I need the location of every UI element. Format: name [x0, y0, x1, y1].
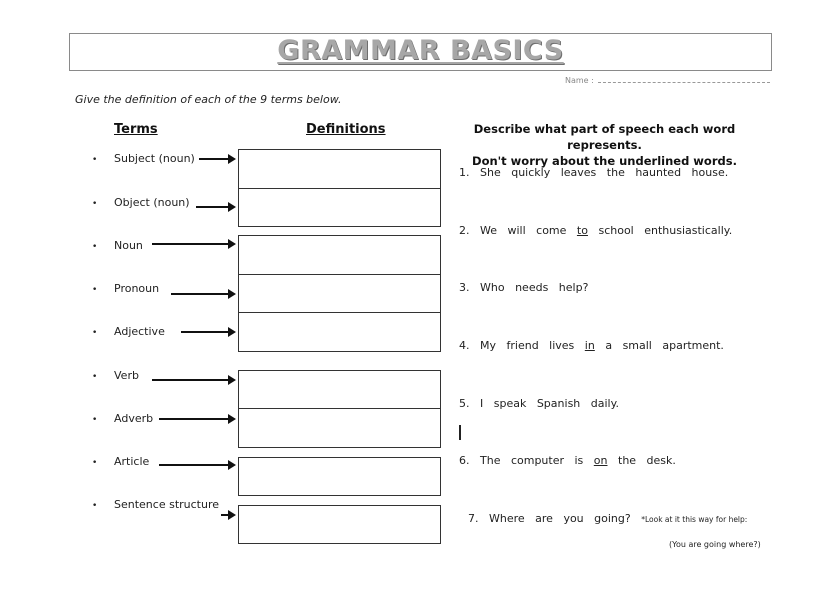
term-item: [92, 325, 165, 338]
bullet: •: [92, 242, 98, 252]
sentence-text: She quickly leaves the haunted house.: [480, 166, 729, 179]
arrow-icon: [221, 514, 230, 516]
term-label: Object (noun): [114, 196, 190, 209]
arrow-icon: [159, 418, 230, 420]
term-item: [92, 498, 219, 511]
definition-box[interactable]: [238, 149, 441, 189]
underlined-word: in: [584, 339, 595, 352]
definition-box[interactable]: [238, 370, 441, 409]
definition-box[interactable]: [238, 312, 441, 352]
term-label: Pronoun: [114, 282, 160, 295]
sentence-text: Where are you going?: [489, 512, 631, 525]
term-item: [92, 369, 139, 382]
bullet: •: [92, 458, 98, 468]
sentence-number: 2.: [459, 224, 470, 237]
definition-box[interactable]: [238, 235, 441, 275]
term-label: Adverb: [114, 412, 154, 425]
term-item: [92, 455, 149, 468]
arrow-icon: [181, 331, 230, 333]
terms-header: Terms: [114, 122, 158, 137]
definition-box[interactable]: [238, 274, 441, 313]
bullet: •: [92, 328, 98, 338]
name-blank[interactable]: [598, 82, 770, 83]
instruction-text: Give the definition of each of the 9 terms below.: [75, 93, 342, 106]
sentence-number: 4.: [459, 339, 470, 352]
sentence-text: The computer is: [480, 454, 584, 467]
term-label: Adjective: [114, 325, 165, 338]
sentence-text: We will come: [480, 224, 567, 237]
arrow-icon: [199, 158, 230, 160]
term-label: Article: [114, 455, 150, 468]
sentence-number: 3.: [459, 281, 470, 294]
sentence-text: school enthusiastically.: [598, 224, 733, 237]
bullet: •: [92, 372, 98, 382]
sentence-text: I speak Spanish daily.: [480, 397, 620, 410]
bullet: •: [92, 199, 98, 209]
right-instructions-line-2: Don't worry about the underlined words.: [472, 154, 737, 168]
arrow-icon: [171, 293, 230, 295]
sentence-number: 7.: [468, 512, 479, 525]
definition-box[interactable]: [238, 188, 441, 227]
term-item: [92, 412, 153, 425]
help-hint: *Look at it this way for help:: [641, 515, 748, 524]
sentence-item: [459, 339, 724, 352]
bullet: •: [92, 155, 98, 165]
sentence-number: 6.: [459, 454, 470, 467]
sentence-item: [459, 224, 732, 237]
arrow-icon: [152, 379, 230, 381]
term-label: Noun: [114, 239, 143, 252]
term-label: Sentence structure: [114, 498, 220, 511]
sentence-text: My friend lives: [480, 339, 575, 352]
underlined-word: on: [593, 454, 608, 467]
right-instructions: [437, 121, 772, 169]
sentence-item: [468, 512, 747, 525]
definitions-header: Definitions: [306, 122, 386, 137]
name-field[interactable]: [565, 76, 770, 85]
help-note: (You are going where?): [669, 540, 761, 549]
term-label: Subject (noun): [114, 152, 195, 165]
sentence-text: the desk.: [618, 454, 676, 467]
term-item: [92, 152, 195, 165]
term-item: [92, 282, 159, 295]
underlined-word: to: [576, 224, 588, 237]
bullet: •: [92, 285, 98, 295]
sentence-text: Who needs help?: [480, 281, 589, 294]
sentence-item: [459, 454, 676, 467]
sentence-item: [459, 281, 588, 294]
name-label: Name :: [565, 76, 594, 85]
text-cursor: [459, 425, 461, 440]
definition-box[interactable]: [238, 457, 441, 496]
term-item: [92, 239, 143, 252]
arrow-icon: [159, 464, 230, 466]
page-title: GRAMMAR BASICS: [277, 35, 564, 66]
sentence-number: 1.: [459, 166, 470, 179]
sentence-item: [459, 397, 619, 410]
sentence-number: 5.: [459, 397, 470, 410]
definition-box[interactable]: [238, 505, 441, 544]
term-label: Verb: [114, 369, 139, 382]
bullet: •: [92, 415, 98, 425]
right-instructions-line-1: Describe what part of speech each word represents.: [473, 122, 736, 152]
bullet: •: [92, 501, 98, 511]
arrow-icon: [196, 206, 230, 208]
arrow-icon: [152, 243, 230, 245]
sentence-text: a small apartment.: [605, 339, 724, 352]
term-item: [92, 196, 190, 209]
definition-box[interactable]: [238, 408, 441, 448]
sentence-item: [459, 166, 728, 179]
